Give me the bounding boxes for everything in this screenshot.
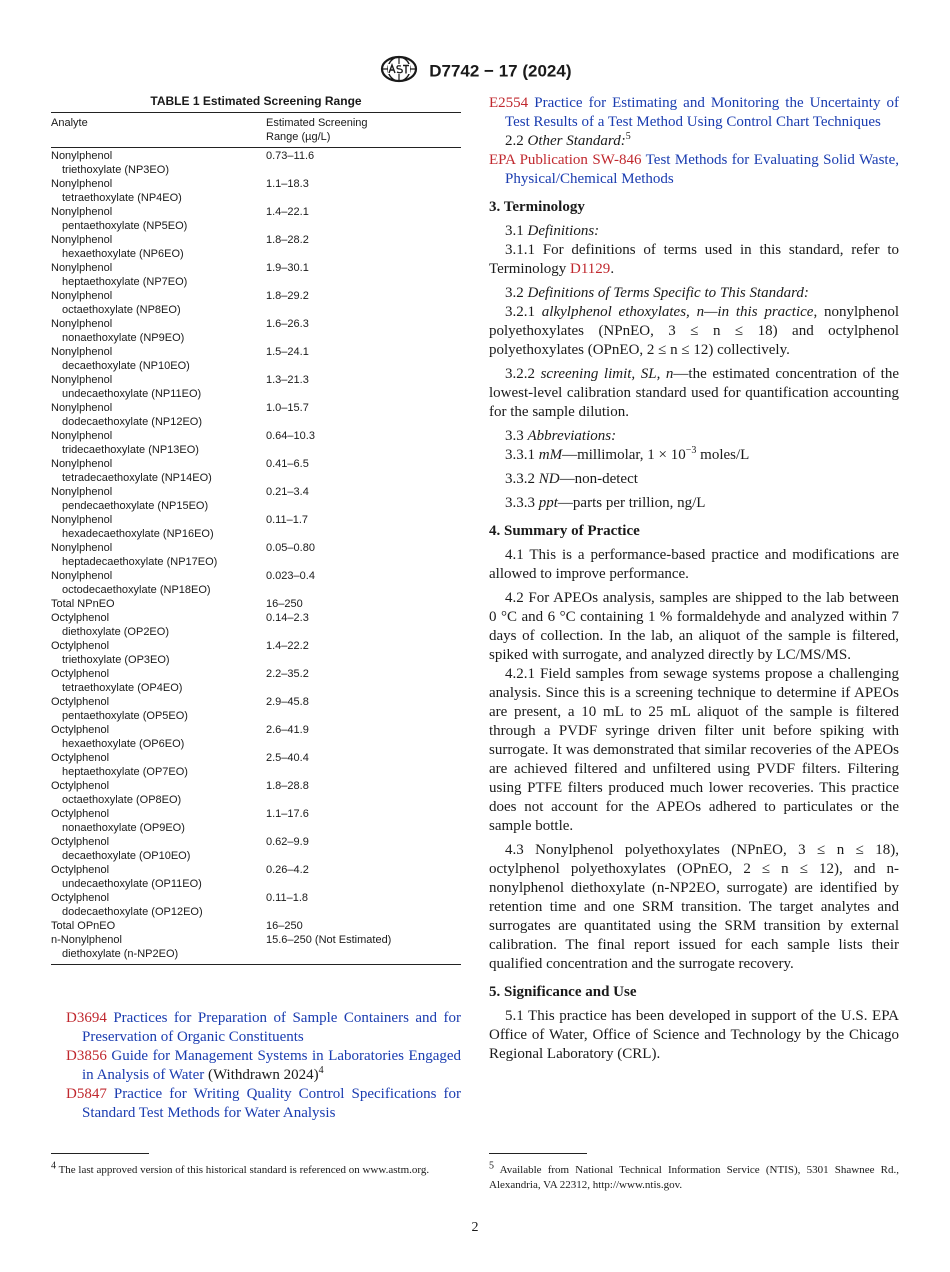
section-3-3: [489, 427, 899, 446]
analyte-cell: [51, 807, 266, 835]
section-number: 3.2.1: [505, 304, 535, 320]
table-row: [51, 597, 461, 611]
analyte-name-continued: dodecaethoxylate (OP12EO): [62, 906, 203, 918]
right-column: [489, 94, 899, 1064]
section-number: 3.1: [505, 223, 524, 239]
table-row: [51, 891, 461, 919]
paragraph-text: moles/L: [696, 447, 750, 463]
analyte-cell: [51, 233, 266, 261]
footnote-divider-right: [489, 1153, 587, 1154]
footnote-marker: 5: [489, 1160, 494, 1172]
section-3-3-3: [489, 494, 899, 513]
paragraph-text: —non-detect: [559, 471, 638, 487]
defined-term: ppt: [538, 495, 558, 511]
range-cell: 2.2–35.2: [266, 668, 309, 680]
analyte-cell: [51, 401, 266, 429]
analyte-name: Nonylphenol: [51, 542, 113, 554]
analyte-name-continued: pentaethoxylate (NP5EO): [62, 220, 188, 232]
left-references: [66, 1009, 461, 1123]
reference-code[interactable]: E2554: [489, 95, 529, 111]
analyte-name-continued: heptadecaethoxylate (NP17EO): [62, 556, 218, 568]
analyte-name: Nonylphenol: [51, 206, 113, 218]
analyte-cell: [51, 373, 266, 401]
table-row: [51, 807, 461, 835]
analyte-name-continued: tridecaethoxylate (NP13EO): [62, 444, 199, 456]
analyte-name-continued: hexadecaethoxylate (NP16EO): [62, 528, 214, 540]
analyte-name-continued: decaethoxylate (NP10EO): [62, 360, 190, 372]
section-number: 3.3.1: [505, 447, 535, 463]
defined-term: screening limit, SL, n: [540, 366, 674, 382]
table-row: [51, 667, 461, 695]
footnote-text: The last approved version of this historical standard is referenced on www.astm.org.: [58, 1164, 430, 1176]
section-title: Other Standard:: [527, 133, 626, 149]
section-3-2-1: [489, 303, 899, 360]
analyte-cell: [51, 429, 266, 457]
paragraph-5-1: 5.1 This practice has been developed in support of the U.S. EPA Office of Water, Office of Science and Technology by the Chicago Regional Laboratory (CRL).: [489, 1008, 899, 1062]
footnote-text: Available from National Technical Information Service (NTIS), 5301 Shawnee Rd., Alexandria, VA 22312, http://www.ntis.gov.: [489, 1164, 899, 1191]
analyte-name: Nonylphenol: [51, 374, 113, 386]
section-number: 3.2.2: [505, 366, 535, 382]
table-row: [51, 289, 461, 317]
range-cell: 1.9–30.1: [266, 262, 309, 274]
analyte-cell: [51, 513, 266, 541]
analyte-cell: [51, 569, 266, 597]
section-number: 3.3.3: [505, 495, 535, 511]
section-title: Abbreviations:: [527, 428, 617, 444]
analyte-name-continued: heptaethoxylate (OP7EO): [62, 766, 188, 778]
analyte-name-continued: hexaethoxylate (OP6EO): [62, 738, 185, 750]
reference-suffix: (Withdrawn 2024): [204, 1067, 319, 1083]
range-cell: 1.1–17.6: [266, 808, 309, 820]
table-row: [51, 513, 461, 541]
reference-code[interactable]: D3694: [66, 1010, 107, 1026]
analyte-name: Octylphenol: [51, 668, 110, 680]
range-cell: 0.26–4.2: [266, 864, 309, 876]
section-number: 3.3.2: [505, 471, 535, 487]
table-row: [51, 639, 461, 667]
analyte-name: Octylphenol: [51, 836, 110, 848]
analyte-name: Nonylphenol: [51, 234, 113, 246]
range-cell: 1.6–26.3: [266, 318, 309, 330]
section-3-3-2: [489, 470, 899, 489]
reference-e2554: [489, 94, 899, 132]
footnote-marker: 4: [318, 1065, 324, 1076]
analyte-name-continued: octaethoxylate (OP8EO): [62, 794, 182, 806]
table-row: [51, 835, 461, 863]
section-number: 3.3: [505, 428, 524, 444]
document-id: D7742 − 17 (2024): [429, 61, 572, 81]
analyte-name: Octylphenol: [51, 808, 110, 820]
table-row: [51, 485, 461, 513]
footnote-5: [489, 1160, 899, 1193]
section-title: Definitions:: [527, 223, 600, 239]
analyte-name: Nonylphenol: [51, 346, 113, 358]
analyte-cell: [51, 933, 266, 961]
reference-title[interactable]: Test Methods for Evaluating Solid Waste, Physical/Chemical Methods: [505, 152, 900, 187]
table-row: [51, 933, 461, 961]
defined-term: mM: [538, 447, 563, 463]
column-header-range-line1: Estimated Screening: [266, 117, 368, 129]
defined-term: ND: [538, 471, 560, 487]
analyte-name: Nonylphenol: [51, 262, 113, 274]
analyte-name-continued: undecaethoxylate (NP11EO): [62, 388, 202, 400]
section-number: 2.2: [505, 133, 524, 149]
analyte-name-continued: nonaethoxylate (OP9EO): [62, 822, 185, 834]
analyte-name-continued: pendecaethoxylate (NP15EO): [62, 500, 209, 512]
analyte-name-continued: pentaethoxylate (OP5EO): [62, 710, 188, 722]
range-cell: 1.8–28.8: [266, 780, 309, 792]
column-header-analyte: Analyte: [51, 117, 88, 129]
analyte-name-continued: tetradecaethoxylate (NP14EO): [62, 472, 212, 484]
analyte-cell: [51, 695, 266, 723]
range-cell: 1.1–18.3: [266, 178, 309, 190]
range-cell: 0.14–2.3: [266, 612, 309, 624]
analyte-name: Nonylphenol: [51, 570, 113, 582]
reference-d3856: [66, 1047, 461, 1085]
range-cell: 0.73–11.6: [266, 150, 315, 162]
reference-code[interactable]: EPA Publication SW-846: [489, 152, 642, 168]
range-cell: 15.6–250 (Not Estimated): [266, 934, 392, 946]
range-cell: 0.21–3.4: [266, 486, 309, 498]
analyte-name-continued: nonaethoxylate (NP9EO): [62, 332, 185, 344]
analyte-name: Octylphenol: [51, 864, 110, 876]
table-row: [51, 723, 461, 751]
analyte-name-continued: dodecaethoxylate (NP12EO): [62, 416, 203, 428]
table-body: [51, 148, 461, 965]
table-row: [51, 695, 461, 723]
reference-title[interactable]: Practices for Preparation of Sample Containers and for Preservation of Organic Constituents: [82, 1010, 461, 1045]
analyte-cell: [51, 863, 266, 891]
range-cell: 0.023–0.4: [266, 570, 315, 582]
section-3-2: [489, 284, 899, 303]
analyte-name: Nonylphenol: [51, 430, 113, 442]
defined-term: alkylphenol ethoxylates, n—in this practice: [541, 304, 814, 320]
reference-title[interactable]: Guide for Management Systems in Laboratories Engaged in Analysis of Water: [82, 1048, 462, 1083]
analyte-cell: [51, 597, 266, 611]
table-row: [51, 779, 461, 807]
reference-title[interactable]: Practice for Writing Quality Control Specifications for Standard Test Methods for Water Analysis: [82, 1086, 462, 1121]
analyte-cell: [51, 205, 266, 233]
page-header: [0, 55, 950, 88]
analyte-name-continued: triethoxylate (OP3EO): [62, 654, 170, 666]
analyte-name: Octylphenol: [51, 724, 110, 736]
range-cell: 0.64–10.3: [266, 430, 315, 442]
table-row: [51, 611, 461, 639]
range-cell: 1.4–22.2: [266, 640, 309, 652]
analyte-cell: [51, 345, 266, 373]
section-3-3-1: [489, 446, 899, 465]
section-title: Definitions of Terms Specific to This Standard:: [527, 285, 809, 301]
reference-epa: [489, 151, 899, 189]
section-2-2: [489, 132, 899, 151]
screening-range-table: [51, 94, 461, 965]
analyte-cell: [51, 149, 266, 177]
analyte-cell: [51, 611, 266, 639]
paragraph-4-2: 4.2 For APEOs analysis, samples are shipped to the lab between 0 °C and 6 °C containing 1 % formaldehyde and analyzed within 7 days of collection. In the lab, an aliquot of the sample is filtered, spiked with surrogate, and analyzed directly by LC/MS/MS.: [489, 590, 899, 663]
analyte-name: Octylphenol: [51, 892, 110, 904]
section-3-2-2: [489, 365, 899, 422]
analyte-cell: [51, 289, 266, 317]
analyte-cell: [51, 891, 266, 919]
table-row: [51, 317, 461, 345]
analyte-name: Octylphenol: [51, 612, 110, 624]
analyte-name-continued: diethoxylate (n-NP2EO): [62, 948, 179, 960]
paragraph-text: .: [610, 261, 615, 277]
analyte-name-continued: hexaethoxylate (NP6EO): [62, 248, 184, 260]
analyte-name: Nonylphenol: [51, 458, 113, 470]
analyte-name: Nonylphenol: [51, 318, 113, 330]
analyte-cell: [51, 751, 266, 779]
analyte-name-continued: undecaethoxylate (OP11EO): [62, 878, 202, 890]
range-cell: 1.8–28.2: [266, 234, 309, 246]
analyte-cell: [51, 541, 266, 569]
table-row: [51, 233, 461, 261]
column-header-range: [266, 116, 461, 144]
analyte-name: Octylphenol: [51, 640, 110, 652]
range-cell: 0.05–0.80: [266, 542, 315, 554]
exponent: −3: [685, 445, 697, 456]
analyte-cell: [51, 779, 266, 807]
column-header-range-line2: Range (µg/L): [266, 131, 331, 143]
table-row: [51, 149, 461, 177]
range-cell: 16–250: [266, 920, 303, 932]
section-heading-terminology: 3. Terminology: [489, 199, 585, 215]
footnote-4: [51, 1160, 461, 1178]
analyte-name: Total OPnEO: [51, 920, 116, 932]
table-row: [51, 569, 461, 597]
analyte-name-continued: decaethoxylate (OP10EO): [62, 850, 191, 862]
section-3-1: [489, 222, 899, 241]
paragraph-text: —the estimated concentration of the lowest-level calibration standard used for quantification accounting for the sample dilution.: [489, 366, 899, 420]
range-cell: 0.11–1.8: [266, 892, 309, 904]
analyte-name-continued: tetraethoxylate (OP4EO): [62, 682, 183, 694]
page-number: 2: [471, 1220, 479, 1235]
reference-d5847: [66, 1085, 461, 1123]
table-row: [51, 177, 461, 205]
analyte-name: Nonylphenol: [51, 486, 113, 498]
table-title: TABLE 1 Estimated Screening Range: [150, 94, 362, 108]
paragraph-text: —parts per trillion, ng/L: [557, 495, 706, 511]
analyte-name-continued: heptaethoxylate (NP7EO): [62, 276, 188, 288]
range-cell: 1.3–21.3: [266, 374, 309, 386]
footnote-marker: 5: [625, 131, 631, 142]
footnote-marker: 4: [51, 1160, 56, 1172]
reference-title[interactable]: Practice for Estimating and Monitoring the Uncertainty of Test Results of a Test Method Using Control Chart Techniques: [505, 95, 900, 130]
section-heading-significance: 5. Significance and Use: [489, 984, 637, 1000]
analyte-name: Octylphenol: [51, 780, 110, 792]
analyte-name: Nonylphenol: [51, 514, 113, 526]
paragraph-4-2-1: 4.2.1 Field samples from sewage systems propose a challenging analysis. Since this is a screening technique to determine if APEOs are present, a 10 mL to 25 mL aliquot of the sample is filtered through a PVDF syringe driven filter unit before spiking with surrogate. It was demonstrated that similar recoveries of the APEOs are achieved filtered and unfiltered using PVDF filters. Filtering using PTFE filters produced much lower recoveries. This practice does not account for the APEOs adhered to particulates or the sample bottle.: [489, 666, 899, 834]
table-row: [51, 919, 461, 933]
range-cell: 2.9–45.8: [266, 696, 309, 708]
section-heading-summary: 4. Summary of Practice: [489, 523, 640, 539]
table-row: [51, 863, 461, 891]
paragraph-text: —millimolar, 1 × 10: [562, 447, 686, 463]
table-row: [51, 261, 461, 289]
paragraph-text: , nonylphenol polyethoxylates (NPnEO, 3 ≤ n ≤ 18) and octylphenol polyethoxylates (OPnEO, 2 ≤ n ≤ 12) collectively.: [489, 304, 899, 358]
table-row: [51, 373, 461, 401]
analyte-cell: [51, 457, 266, 485]
table-header-row: [51, 112, 461, 148]
reference-link-d1129[interactable]: D1129: [570, 261, 611, 277]
range-cell: 1.8–29.2: [266, 290, 309, 302]
analyte-cell: [51, 485, 266, 513]
analyte-cell: [51, 723, 266, 751]
range-cell: 1.4–22.1: [266, 206, 309, 218]
footnote-divider-left: [51, 1153, 149, 1154]
analyte-cell: [51, 667, 266, 695]
analyte-name: n-Nonylphenol: [51, 934, 122, 946]
table-row: [51, 429, 461, 457]
analyte-name-continued: octodecaethoxylate (NP18EO): [62, 584, 211, 596]
analyte-name-continued: tetraethoxylate (NP4EO): [62, 192, 182, 204]
analyte-name: Octylphenol: [51, 696, 110, 708]
range-cell: 0.11–1.7: [266, 514, 309, 526]
analyte-cell: [51, 835, 266, 863]
paragraph-text: 3.1.1 For definitions of terms used in this standard, refer to Terminology: [489, 242, 899, 277]
table-row: [51, 401, 461, 429]
analyte-cell: [51, 919, 266, 933]
analyte-cell: [51, 639, 266, 667]
analyte-cell: [51, 317, 266, 345]
analyte-cell: [51, 261, 266, 289]
analyte-name: Octylphenol: [51, 752, 110, 764]
paragraph-4-1: 4.1 This is a performance-based practice and modifications are allowed to improve performance.: [489, 547, 899, 582]
analyte-name: Nonylphenol: [51, 402, 113, 414]
paragraph-4-3: 4.3 Nonylphenol polyethoxylates (NPnEO, 3 ≤ n ≤ 18), octylphenol polyethoxylates (OPnEO, 2 ≤ n ≤ 12), and n-nonylphenol diethoxylate (n-NP2EO, surrogate) are identified by retention time and one SRM transition. The target analytes and surrogates are quantitated using the SRM transition by external calibration. The final report issued for each sample lists their qualified concentration and the surrogate recovery.: [489, 842, 899, 972]
analyte-name-continued: diethoxylate (OP2EO): [62, 626, 169, 638]
reference-d3694: [66, 1009, 461, 1047]
astm-logo-icon: [379, 55, 419, 88]
analyte-name: Nonylphenol: [51, 178, 113, 190]
section-3-1-1: [489, 241, 899, 279]
range-cell: 1.0–15.7: [266, 402, 309, 414]
table-row: [51, 751, 461, 779]
reference-code[interactable]: D5847: [66, 1086, 107, 1102]
range-cell: 2.5–40.4: [266, 752, 309, 764]
range-cell: 1.5–24.1: [266, 346, 309, 358]
analyte-name: Nonylphenol: [51, 290, 113, 302]
analyte-name-continued: triethoxylate (NP3EO): [62, 164, 169, 176]
table-row: [51, 205, 461, 233]
section-number: 3.2: [505, 285, 524, 301]
range-cell: 0.41–6.5: [266, 458, 309, 470]
table-row: [51, 541, 461, 569]
analyte-name-continued: octaethoxylate (NP8EO): [62, 304, 181, 316]
table-row: [51, 345, 461, 373]
range-cell: 16–250: [266, 598, 303, 610]
range-cell: 0.62–9.9: [266, 836, 309, 848]
analyte-cell: [51, 177, 266, 205]
range-cell: 2.6–41.9: [266, 724, 309, 736]
reference-code[interactable]: D3856: [66, 1048, 107, 1064]
analyte-name: Total NPnEO: [51, 598, 115, 610]
analyte-name: Nonylphenol: [51, 150, 113, 162]
table-row: [51, 457, 461, 485]
